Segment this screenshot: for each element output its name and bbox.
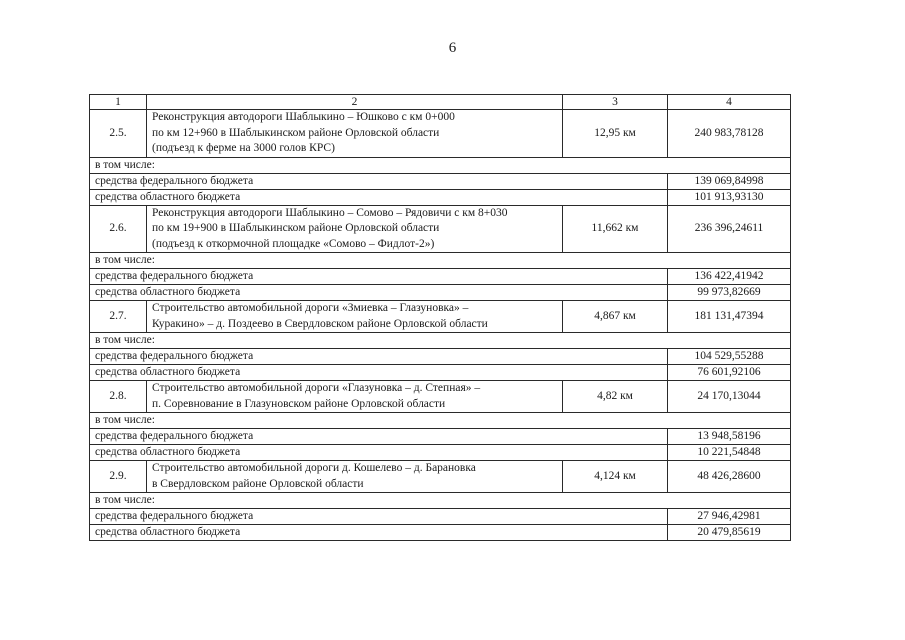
regional-amount: 99 973,82669 bbox=[668, 285, 791, 301]
federal-amount: 136 422,41942 bbox=[668, 269, 791, 285]
project-length: 4,867 км bbox=[563, 301, 668, 333]
federal-amount: 139 069,84998 bbox=[668, 173, 791, 189]
project-total: 236 396,24611 bbox=[668, 205, 791, 253]
federal-row bbox=[90, 429, 791, 445]
project-description-line: в Свердловском районе Орловской области bbox=[152, 477, 364, 490]
federal-amount: 104 529,55288 bbox=[668, 349, 791, 365]
header-col-3: 3 bbox=[563, 95, 668, 110]
project-description-line: Реконструкция автодороги Шаблыкино – Юшково с км 0+000 bbox=[152, 111, 455, 123]
federal-label: средства федерального бюджета bbox=[90, 429, 668, 445]
federal-amount: 13 948,58196 bbox=[668, 429, 791, 445]
project-length: 4,82 км bbox=[563, 381, 668, 413]
header-col-4: 4 bbox=[668, 95, 791, 110]
project-row bbox=[90, 110, 791, 158]
project-row bbox=[90, 381, 791, 413]
project-total: 48 426,28600 bbox=[668, 461, 791, 493]
project-total: 240 983,78128 bbox=[668, 110, 791, 158]
including-row bbox=[90, 333, 791, 349]
regional-amount: 20 479,85619 bbox=[668, 525, 791, 541]
including-label: в том числе: bbox=[90, 493, 791, 509]
regional-label: средства областного бюджета bbox=[90, 365, 668, 381]
project-number: 2.5. bbox=[90, 110, 147, 158]
regional-row bbox=[90, 285, 791, 301]
project-description-line: Куракино» – д. Поздеево в Свердловском районе Орловской области bbox=[152, 317, 488, 330]
project-description bbox=[147, 461, 563, 493]
including-row bbox=[90, 493, 791, 509]
project-row bbox=[90, 301, 791, 333]
federal-label: средства федерального бюджета bbox=[90, 349, 668, 365]
project-description bbox=[147, 110, 563, 158]
project-total: 24 170,13044 bbox=[668, 381, 791, 413]
header-col-2: 2 bbox=[147, 95, 563, 110]
project-length: 4,124 км bbox=[563, 461, 668, 493]
including-label: в том числе: bbox=[90, 333, 791, 349]
project-number: 2.9. bbox=[90, 461, 147, 493]
including-row bbox=[90, 413, 791, 429]
project-number: 2.7. bbox=[90, 301, 147, 333]
regional-amount: 76 601,92106 bbox=[668, 365, 791, 381]
project-row bbox=[90, 205, 791, 253]
federal-row bbox=[90, 173, 791, 189]
project-row bbox=[90, 461, 791, 493]
project-number: 2.8. bbox=[90, 381, 147, 413]
header-row bbox=[90, 95, 791, 110]
federal-amount: 27 946,42981 bbox=[668, 509, 791, 525]
project-description-line: по км 19+900 в Шаблыкинском районе Орловской области bbox=[152, 222, 440, 234]
federal-row bbox=[90, 349, 791, 365]
including-row bbox=[90, 253, 791, 269]
project-description-line: п. Соревнование в Глазуновском районе Орловской области bbox=[152, 397, 446, 410]
project-description-line: по км 12+960 в Шаблыкинском районе Орловской области bbox=[152, 126, 440, 139]
regional-row bbox=[90, 445, 791, 461]
regional-label: средства областного бюджета bbox=[90, 445, 668, 461]
header-col-1: 1 bbox=[90, 95, 147, 110]
including-label: в том числе: bbox=[90, 253, 791, 269]
including-label: в том числе: bbox=[90, 157, 791, 173]
regional-amount: 10 221,54848 bbox=[668, 445, 791, 461]
federal-label: средства федерального бюджета bbox=[90, 269, 668, 285]
project-description-line: Строительство автомобильной дороги «Глазуновка – д. Степная» – bbox=[152, 382, 481, 394]
project-description-line: (подъезд к ферме на 3000 голов КРС) bbox=[152, 142, 335, 154]
regional-row bbox=[90, 189, 791, 205]
project-description bbox=[147, 205, 563, 253]
regional-label: средства областного бюджета bbox=[90, 285, 668, 301]
project-description-line: Строительство автомобильной дороги д. Кошелево – д. Барановка bbox=[152, 462, 476, 474]
including-label: в том числе: bbox=[90, 413, 791, 429]
federal-row bbox=[90, 509, 791, 525]
budget-table bbox=[89, 94, 791, 541]
regional-row bbox=[90, 525, 791, 541]
federal-label: средства федерального бюджета bbox=[90, 173, 668, 189]
federal-row bbox=[90, 269, 791, 285]
page-number: 6 bbox=[448, 40, 457, 56]
project-description-line: Реконструкция автодороги Шаблыкино – Сомово – Рядовичи с км 8+030 bbox=[152, 206, 508, 219]
table-body bbox=[90, 95, 791, 541]
regional-amount: 101 913,93130 bbox=[668, 189, 791, 205]
project-description-line: Строительство автомобильной дороги «Змиевка – Глазуновка» – bbox=[152, 302, 469, 314]
project-length: 11,662 км bbox=[563, 205, 668, 253]
regional-label: средства областного бюджета bbox=[90, 189, 668, 205]
including-row bbox=[90, 157, 791, 173]
project-number: 2.6. bbox=[90, 205, 147, 253]
project-length: 12,95 км bbox=[563, 110, 668, 158]
project-description bbox=[147, 381, 563, 413]
project-description bbox=[147, 301, 563, 333]
regional-label: средства областного бюджета bbox=[90, 525, 668, 541]
regional-row bbox=[90, 365, 791, 381]
federal-label: средства федерального бюджета bbox=[90, 509, 668, 525]
project-description-line: (подъезд к откормочной площадке «Сомово – Фидлот-2») bbox=[152, 237, 435, 250]
project-total: 181 131,47394 bbox=[668, 301, 791, 333]
